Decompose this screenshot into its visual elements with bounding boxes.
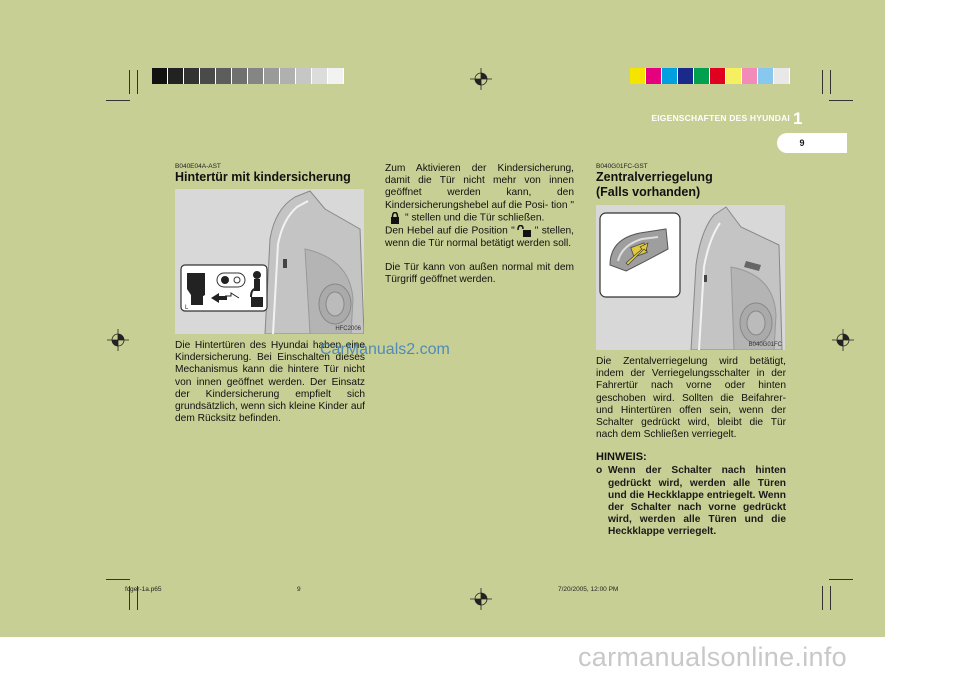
figure-label: L <box>185 305 189 311</box>
color-swatch <box>694 68 710 84</box>
color-swatch <box>678 68 694 84</box>
crop-mark <box>822 70 823 94</box>
section-title-line1: Zentralverriegelung <box>596 170 713 184</box>
footer-page: 9 <box>297 586 301 593</box>
crop-mark <box>106 579 130 580</box>
paragraph-text: Zum Aktivieren der Kindersicherung, damit die Tür nicht mehr von innen geöffnet werden kann, den Kindersicherungshebel auf die Posi- tion " <box>385 163 574 211</box>
site-watermark: carmanualsonline.info <box>578 642 847 672</box>
section-code: B040G01FC-GST <box>596 163 648 170</box>
note-title: HINWEIS: <box>596 451 647 464</box>
lock-open-icon <box>515 225 535 237</box>
crop-mark <box>822 586 823 610</box>
color-swatch <box>200 68 216 84</box>
door-illustration <box>175 189 364 334</box>
color-swatch <box>758 68 774 84</box>
color-swatch <box>312 68 328 84</box>
color-swatch <box>152 68 168 84</box>
central-locking-figure <box>596 205 785 350</box>
paragraph-text: " stellen, wenn die Tür normal betätigt werden soll. <box>385 225 574 249</box>
color-swatch <box>296 68 312 84</box>
page-number: 9 <box>799 138 805 148</box>
color-calibration-bar <box>630 68 790 84</box>
crop-mark <box>830 586 831 610</box>
section-body: Die Zentalverriegelung wird betätigt, indem der Verriegelungsschalter in der Fahrertür nach vorne oder hinten geschoben wird. Sollten die Beifahrer- und Hintertüren offen sein, wenn der Schalter gedrückt wird, bleibt die Tür nach dem Schließen verriegelt. <box>596 356 786 441</box>
paragraph-deactivate <box>385 225 574 250</box>
registration-mark-icon <box>107 329 129 351</box>
color-swatch <box>662 68 678 84</box>
paragraph-outside: Die Tür kann von außen normal mit dem Türgriff geöffnet werden. <box>385 261 574 285</box>
color-swatch <box>710 68 726 84</box>
paragraph-text: Den Hebel auf die Position " <box>385 225 515 237</box>
color-swatch <box>248 68 264 84</box>
color-swatch <box>726 68 742 84</box>
registration-mark-icon <box>470 68 492 90</box>
color-swatch <box>742 68 758 84</box>
footer-filename: fcger-1a.p65 <box>125 586 162 593</box>
crop-mark <box>829 579 853 580</box>
section-title: Hintertür mit kindersicherung <box>175 170 351 184</box>
footer-timestamp: 7/20/2005, 12:00 PM <box>558 586 619 593</box>
section-child-lock-continued <box>385 163 574 286</box>
crop-mark <box>106 100 130 101</box>
section-child-lock <box>175 163 365 425</box>
section-code: B040E04A-AST <box>175 163 221 170</box>
color-swatch <box>184 68 200 84</box>
child-lock-figure <box>175 189 364 334</box>
section-body: Die Hintertüren des Hyundai haben eine Kindersicherung. Bei Einschalten dieses Mechanismus kann die hintere Tür nicht von innen geöffnet werden. Der Einsatz der Kindersicherung empfielt sich grundsätzlich, wenn sich kleine Kinder auf dem Rücksitz befinden. <box>175 340 365 425</box>
note-bullet: o <box>596 465 603 477</box>
note-item <box>596 465 786 538</box>
color-swatch <box>232 68 248 84</box>
chapter-title: EIGENSCHAFTEN DES HYUNDAI <box>651 113 790 123</box>
paragraph-activate <box>385 163 574 225</box>
watermark: CarManuals2.com <box>320 341 450 358</box>
crop-mark <box>830 70 831 94</box>
page-number-tab <box>777 133 847 153</box>
note-text: Wenn der Schalter nach hinten gedrückt wird, werden alle Türen und die Heckklappe entriegelt. Wenn der Schalter nach vorne gedrückt wird, werden alle Türen und die Heckklappe verriegelt. <box>608 465 786 538</box>
crop-mark <box>129 70 130 94</box>
figure-caption: B040G01FC <box>748 342 782 348</box>
crop-mark <box>137 70 138 94</box>
gray-calibration-bar <box>152 68 344 84</box>
color-swatch <box>264 68 280 84</box>
paragraph-text: " stellen und die Tür schließen. <box>405 212 545 224</box>
color-swatch <box>774 68 790 84</box>
color-swatch <box>630 68 646 84</box>
registration-mark-icon <box>470 588 492 610</box>
section-central-locking <box>596 163 786 539</box>
section-title-line2: (Falls vorhanden) <box>596 185 701 199</box>
figure-caption: HFC2006 <box>335 326 361 332</box>
crop-mark <box>829 100 853 101</box>
lock-closed-icon <box>385 212 405 224</box>
color-swatch <box>216 68 232 84</box>
color-swatch <box>328 68 344 84</box>
door-switch-illustration <box>596 205 785 350</box>
color-swatch <box>646 68 662 84</box>
color-swatch <box>168 68 184 84</box>
color-swatch <box>280 68 296 84</box>
chapter-number: 1 <box>793 109 803 128</box>
registration-mark-icon <box>832 329 854 351</box>
